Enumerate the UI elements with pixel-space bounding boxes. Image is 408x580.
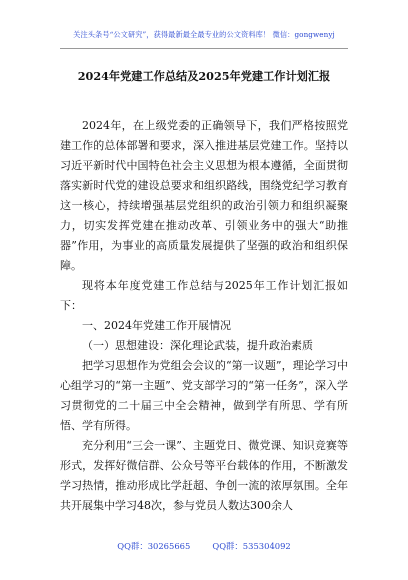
paragraph-study-first-topic: 把学习思想作为党组会会议的“第一议题”，理论学习中心组学习的“第一主题”、党支部学习的“第一任务”，深入学习贯彻党的二十届三中全会精神，做到学有所思、学有所悟、学有所得。: [60, 359, 348, 432]
document-title: 2024年党建工作总结及2025年党建工作计划汇报: [77, 69, 331, 83]
document-body: [60, 116, 348, 516]
footer-qq-group-2: QQ群：535304092: [212, 541, 291, 551]
footer: [0, 540, 408, 552]
paragraph-intro: 2024年，在上级党委的正确领导下，我们严格按照党建工作的总体部署和要求，深入推进基层党建工作。坚持以习近平新时代中国特色社会主义思想为根本遵循，全面贯彻落实新时代党的建设总要求和组织路线，围绕党纪学习教育这一核心，持续增强基层党组织的政治引领力和组织凝聚力，切实发挥党建在推动改革、引领业务中的强大“助推器”作用，为事业的高质量发展提供了坚强的政治和组织保障。: [60, 119, 348, 272]
footer-qq-group-1: QQ群：30265665: [117, 541, 191, 551]
subsection-heading-1: （一）思想建设：深化理论武装，提升政治素质: [82, 339, 313, 352]
section-heading-1: 一、2024年党建工作开展情况: [82, 319, 231, 332]
paragraph-study-activities: 充分利用“三会一课”、主题党日、微党课、知识竞赛等形式，发挥好微信群、公众号等平台载体的作用，不断激发学习热情，推动形成比学赶超、争创一流的浓厚氛围。全年共开展集中学习48次，参与党员人数达300余人: [60, 439, 348, 512]
header-banner: 关注头条号“公文研究”，获得最新最全最专业的公文资料库！ 微信：gongwenyj: [73, 30, 335, 39]
paragraph-summary-lead: 现将本年度党建工作总结与2025年工作计划汇报如下：: [60, 279, 348, 312]
header-divider: [60, 48, 348, 49]
